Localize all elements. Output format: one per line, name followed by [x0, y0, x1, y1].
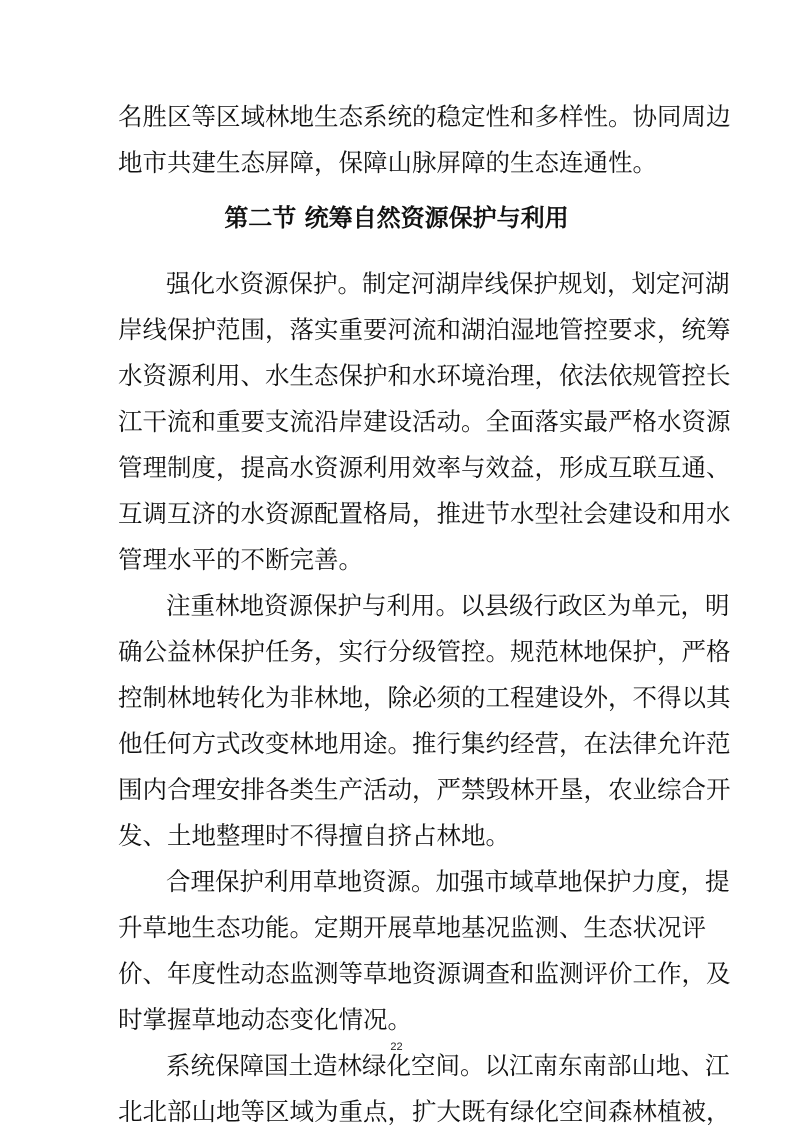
body-text-line: 围内合理安排各类生产活动，严禁毁林开垦，农业综合开	[118, 775, 731, 804]
body-text-line: 发、土地整理时不得擅自挤占林地。	[118, 821, 510, 850]
body-text-line: 价、年度性动态监测等草地资源调查和监测评价工作，及	[118, 959, 731, 988]
body-text-line: 岸线保护范围，落实重要河流和湖泊湿地管控要求，统筹	[118, 315, 731, 344]
body-text-line: 管理制度，提高水资源利用效率与效益，形成互联互通、	[118, 453, 731, 482]
body-text-line: 控制林地转化为非林地，除必须的工程建设外，不得以其	[118, 683, 731, 712]
body-text-line: 水资源利用、水生态保护和水环境治理，依法依规管控长	[118, 361, 731, 390]
body-text-line: 江干流和重要支流沿岸建设活动。全面落实最严格水资源	[118, 407, 731, 436]
paragraph-first-line: 注重林地资源保护与利用。以县级行政区为单元，明	[166, 591, 730, 620]
paragraph-first-line: 合理保护利用草地资源。加强市域草地保护力度，提	[166, 867, 730, 896]
body-text-line: 确公益林保护任务，实行分级管控。规范林地保护，严格	[118, 637, 731, 666]
body-text-line: 互调互济的水资源配置格局，推进节水型社会建设和用水	[118, 499, 731, 528]
body-text-line: 时掌握草地动态变化情况。	[118, 1005, 412, 1034]
paragraph-first-line: 强化水资源保护。制定河湖岸线保护规划，划定河湖	[166, 269, 730, 298]
body-text-line: 名胜区等区域林地生态系统的稳定性和多样性。协同周边	[118, 102, 731, 131]
page-number: 22	[390, 1041, 403, 1053]
body-text-line: 管理水平的不断完善。	[118, 545, 363, 574]
paragraph-first-line: 系统保障国土造林绿化空间。以江南东南部山地、江	[166, 1051, 730, 1080]
section-heading: 第二节 统筹自然资源保护与利用	[224, 204, 569, 232]
body-text-line: 升草地生态功能。定期开展草地基况监测、生态状况评	[118, 913, 706, 942]
body-text-line: 他任何方式改变林地用途。推行集约经营，在法律允许范	[118, 729, 731, 758]
body-text-line: 北北部山地等区域为重点，扩大既有绿化空间森林植被，	[118, 1097, 731, 1126]
body-text-line: 地市共建生态屏障，保障山脉屏障的生态连通性。	[118, 148, 657, 177]
